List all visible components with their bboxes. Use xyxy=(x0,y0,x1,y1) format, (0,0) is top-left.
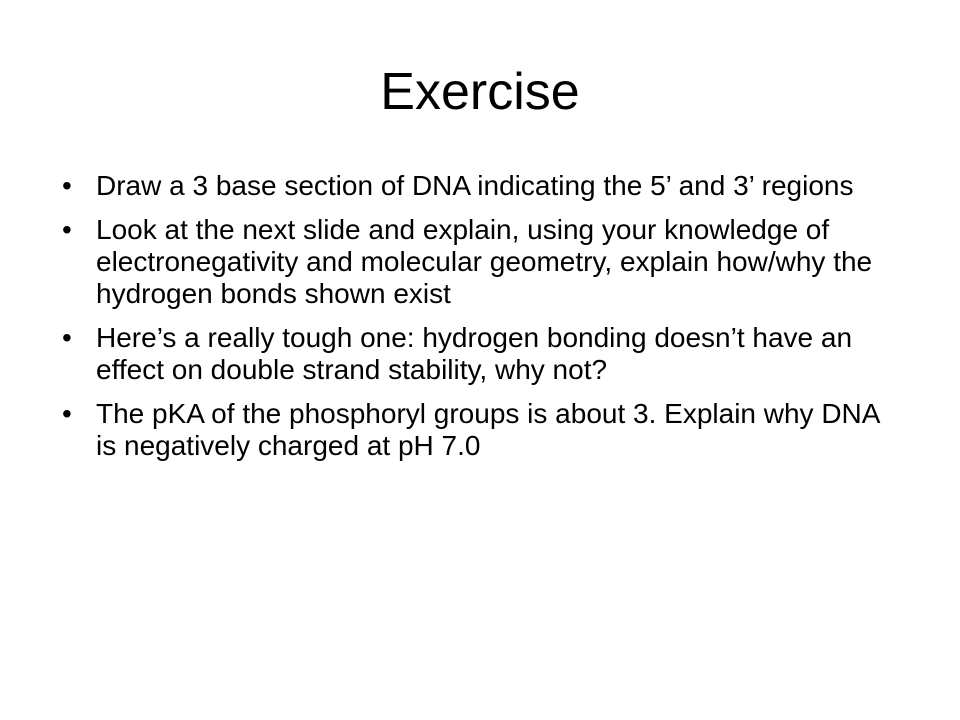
bullet-list xyxy=(62,170,902,474)
bullet-text: The pKA of the phosphoryl groups is about 3. Explain why DNA is negatively charged at pH 7.0 xyxy=(96,398,879,461)
bullet-icon: • xyxy=(62,322,72,353)
bullet-item xyxy=(62,322,902,386)
bullet-icon: • xyxy=(62,170,72,201)
slide-title: Exercise xyxy=(380,63,580,121)
bullet-text: Here’s a really tough one: hydrogen bonding doesn’t have an effect on double strand stability, why not? xyxy=(96,322,853,385)
bullet-item xyxy=(62,214,902,310)
bullet-icon: • xyxy=(62,214,72,245)
bullet-item xyxy=(62,170,902,202)
bullet-icon: • xyxy=(62,398,72,429)
bullet-item xyxy=(62,398,902,462)
bullet-text: Draw a 3 base section of DNA indicating the 5’ and 3’ regions xyxy=(96,170,854,201)
bullet-text: Look at the next slide and explain, using your knowledge of electronegativity and molecular geometry, explain how/why the hydrogen bonds shown exist xyxy=(96,214,873,309)
